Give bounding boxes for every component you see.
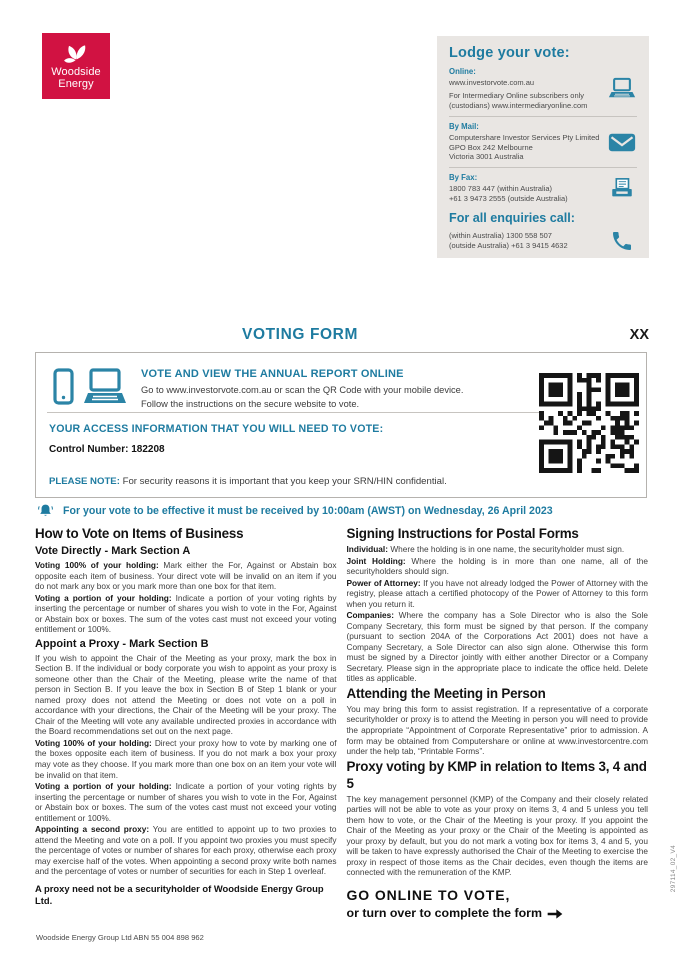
divider	[47, 412, 545, 413]
please-note-text: For security reasons it is important that you keep your SRN/HIN confidential.	[122, 476, 447, 487]
left-column	[35, 525, 337, 921]
right-heading-attending: Attending the Meeting in Person	[346, 685, 546, 701]
bell-icon	[37, 503, 54, 519]
para-lead: Voting 100% of your holding:	[35, 737, 152, 748]
para-text: Where the holding is in more than one name, all of the securityholders should sign.	[346, 555, 648, 577]
phone-icon	[607, 229, 637, 253]
deadline-banner	[37, 503, 647, 519]
vote-online-box	[35, 352, 647, 498]
paragraph	[35, 593, 337, 635]
para-lead: Appointing a second proxy:	[35, 824, 150, 835]
vote-online-line2: Follow the instructions on the secure website to vote.	[141, 398, 360, 409]
para-lead: Individual:	[346, 544, 388, 555]
woodside-logo	[42, 33, 110, 99]
fax-icon	[607, 177, 637, 201]
enquiries-line1: (within Australia) 1300 558 507	[449, 231, 552, 241]
envelope-icon	[607, 132, 637, 153]
control-number-value: 182208	[131, 444, 165, 455]
paragraph	[35, 560, 337, 592]
print-code: 297114_02_V4	[670, 845, 677, 893]
para-text: Mark either the For, Against or Abstain box opposite each item of business. Your direct vote will be invalid on an item if you do not mark any box or you mark more than one box for that item.	[35, 559, 337, 592]
left-heading: How to Vote on Items of Business	[35, 526, 244, 541]
qr-code	[539, 370, 639, 476]
fax-line1: 1800 783 447 (within Australia)	[449, 184, 552, 194]
enquiries-title: For all enquiries call:	[449, 211, 575, 226]
para-text: Where the company has a Sole Director who is also the Sole Company Secretary, this form must be signed by that person. If the company (pursuant to section 204A of the Corporations Act 2001) does not have a Company Secretary, a Sole Director can also sign alone. Otherwise this form must be signed by a Director jointly with either another Director or a Company Secretary. Please sign in the appropriate place to indicate the office held. Delete titles as applicable.	[346, 610, 648, 684]
para-text: The key management personnel (KMP) of the Company and their closely related parties will not be able to vote as your proxy on items 3, 4 and 5 unless you tell them how to vote, or the Chair of the Meeting is your proxy. If you appoint the Chair of the Meeting as your proxy or the Chair of the Meeting is appointed as your proxy by default, but you do not mark a voting box for items 3, 4 and 5, you will be taken to have expressly authorised the Chair of the Meeting to exercise the proxy in respect of those items as the Chair decides, even though the items are connected with the remuneration of the KMP.	[346, 793, 648, 878]
go-online-line1: GO ONLINE TO VOTE,	[346, 886, 511, 903]
para-lead: Companies:	[346, 610, 394, 621]
control-number-label: Control Number:	[49, 444, 129, 455]
access-info-title: YOUR ACCESS INFORMATION THAT YOU WILL NEED TO VOTE:	[49, 423, 384, 435]
lodge-online-section	[449, 67, 637, 111]
para-text: Where the holding is in one name, the securityholder must sign.	[390, 544, 625, 555]
fax-label: By Fax:	[449, 173, 478, 183]
please-note	[49, 476, 447, 487]
page-title: VOTING FORM	[242, 326, 358, 343]
mail-label: By Mail:	[449, 121, 479, 131]
lodge-your-vote-panel	[437, 36, 649, 258]
enquiries-line2: (outside Australia) +61 3 9415 4632	[449, 241, 568, 251]
control-number	[49, 444, 165, 455]
mail-line1: Computershare Investor Services Pty Limited	[449, 132, 600, 142]
paragraph	[35, 738, 337, 780]
intermediary-url: (custodians) www.intermediaryonline.com	[449, 100, 588, 110]
deadline-text: For your vote to be effective it must be received by 10:00am (AWST) on Wednesday, 26 April 2023	[63, 505, 553, 517]
mail-line2: GPO Box 242 Melbourne	[449, 142, 533, 152]
right-column	[347, 525, 649, 921]
instructions-columns	[35, 525, 648, 921]
para-lead: Joint Holding:	[346, 555, 406, 566]
para-text: Direct your proxy how to vote by marking one of the boxes opposite each item of business. If you do not mark a box your proxy may vote as they choose. If you mark more than one box on an item your vote will be invalid on that item.	[35, 737, 337, 780]
paragraph	[347, 704, 649, 757]
paragraph	[347, 794, 649, 878]
vote-online-line1: Go to www.investorvote.com.au or scan the QR Code with your mobile device.	[141, 385, 464, 395]
abn-footer: Woodside Energy Group Ltd ABN 55 004 898 962	[36, 933, 204, 942]
corner-mark: XX	[629, 327, 649, 343]
paragraph	[35, 824, 337, 877]
paragraph	[347, 544, 649, 555]
flower-icon	[59, 38, 93, 66]
arrow-right-icon	[547, 908, 563, 920]
paragraph	[347, 578, 649, 610]
left-subheading-b: Appoint a Proxy - Mark Section B	[35, 637, 209, 650]
para-text: If you wish to appoint the Chair of the Meeting as your proxy, mark the box in Section B. If the individual or body corporate you wish to appoint as your proxy is someone other than the Chair of the Meeting, please write the name of that person in Section B. If you leave the box in Section B of Step 1 blank or your named proxy does not attend the Meeting or does not vote on a poll in accordance with your directions, the Chair of the Meeting will be your proxy. The Chair of the Meeting will vote any available undirected proxies in accordance with the Board recommendations set out on the next page.	[35, 652, 337, 737]
intermediary-note: For Intermediary Online subscribers only	[449, 90, 585, 100]
paragraph	[35, 781, 337, 823]
online-url: www.investorvote.com.au	[449, 78, 535, 87]
para-text: You are entitled to appoint up to two proxies to attend the Meeting and vote on a poll. If you appoint two proxies you must specify the percentage of votes or number of shares for each proxy, otherwise each proxy may exercise half of the votes. When appointing a second proxy write both names and the percentage of votes or number of securities for each in Step 1 overleaf.	[35, 824, 337, 877]
lodge-mail-section	[449, 122, 637, 163]
para-text: If you have not already lodged the Power of Attorney with the registry, please attach a certified photocopy of the Power of Attorney to this form when you return it.	[346, 577, 648, 609]
mail-line3: Victoria 3001 Australia	[449, 152, 524, 162]
para-lead: Voting a portion of your holding:	[35, 781, 172, 792]
divider	[449, 167, 637, 168]
laptop-icon	[82, 368, 128, 405]
paragraph	[347, 556, 649, 577]
paragraph	[35, 653, 337, 737]
left-subheading-a: Vote Directly - Mark Section A	[35, 545, 191, 558]
para-text: You may bring this form to assist registration. If a representative of a corporate securityholder or proxy is to attend the Meeting in person you will need to provide the appropriate “Appointment of Corporate Representative” prior to admission. A form may be obtained from Computershare or online at www.investorcentre.com under the help tab, “Printable Forms”.	[346, 703, 648, 757]
smartphone-icon	[53, 368, 74, 405]
go-online-block	[347, 887, 649, 922]
right-heading-kmp: Proxy voting by KMP in relation to Items 3, 4 and 5	[346, 758, 647, 791]
laptop-icon	[607, 77, 637, 100]
vote-online-title: VOTE AND VIEW THE ANNUAL REPORT ONLINE	[141, 368, 404, 380]
right-heading-signing: Signing Instructions for Postal Forms	[346, 526, 579, 541]
para-text: Indicate a portion of your voting rights by inserting the percentage or number of shares you wish to vote in the For, Against or Abstain box or boxes. The sum of the votes cast must not exceed your voting entitlement or 100%.	[35, 592, 337, 635]
lodge-enquiries-section	[449, 229, 637, 253]
para-lead: Voting 100% of your holding:	[35, 559, 159, 570]
go-online-line2: or turn over to complete the form	[347, 906, 649, 922]
please-note-label: PLEASE NOTE:	[49, 476, 120, 487]
para-text: Indicate a portion of your voting rights by inserting the percentage or number of shares you wish to vote in the For, Against or Abstain box or boxes. The sum of the votes cast must not exceed your voting entitlement or 100%.	[35, 781, 337, 823]
logo-wordmark: Woodside Energy	[51, 66, 101, 91]
online-label: Online:	[449, 67, 476, 76]
divider	[449, 116, 637, 117]
proxy-note: A proxy need not be a securityholder of Woodside Energy Group Ltd.	[35, 882, 324, 906]
lodge-fax-section	[449, 173, 637, 204]
fax-line2: +61 3 9473 2555 (outside Australia)	[449, 194, 568, 204]
paragraph	[347, 610, 649, 684]
lodge-title: Lodge your vote:	[449, 45, 570, 61]
para-lead: Voting a portion of your holding:	[35, 592, 172, 603]
para-lead: Power of Attorney:	[346, 577, 421, 588]
